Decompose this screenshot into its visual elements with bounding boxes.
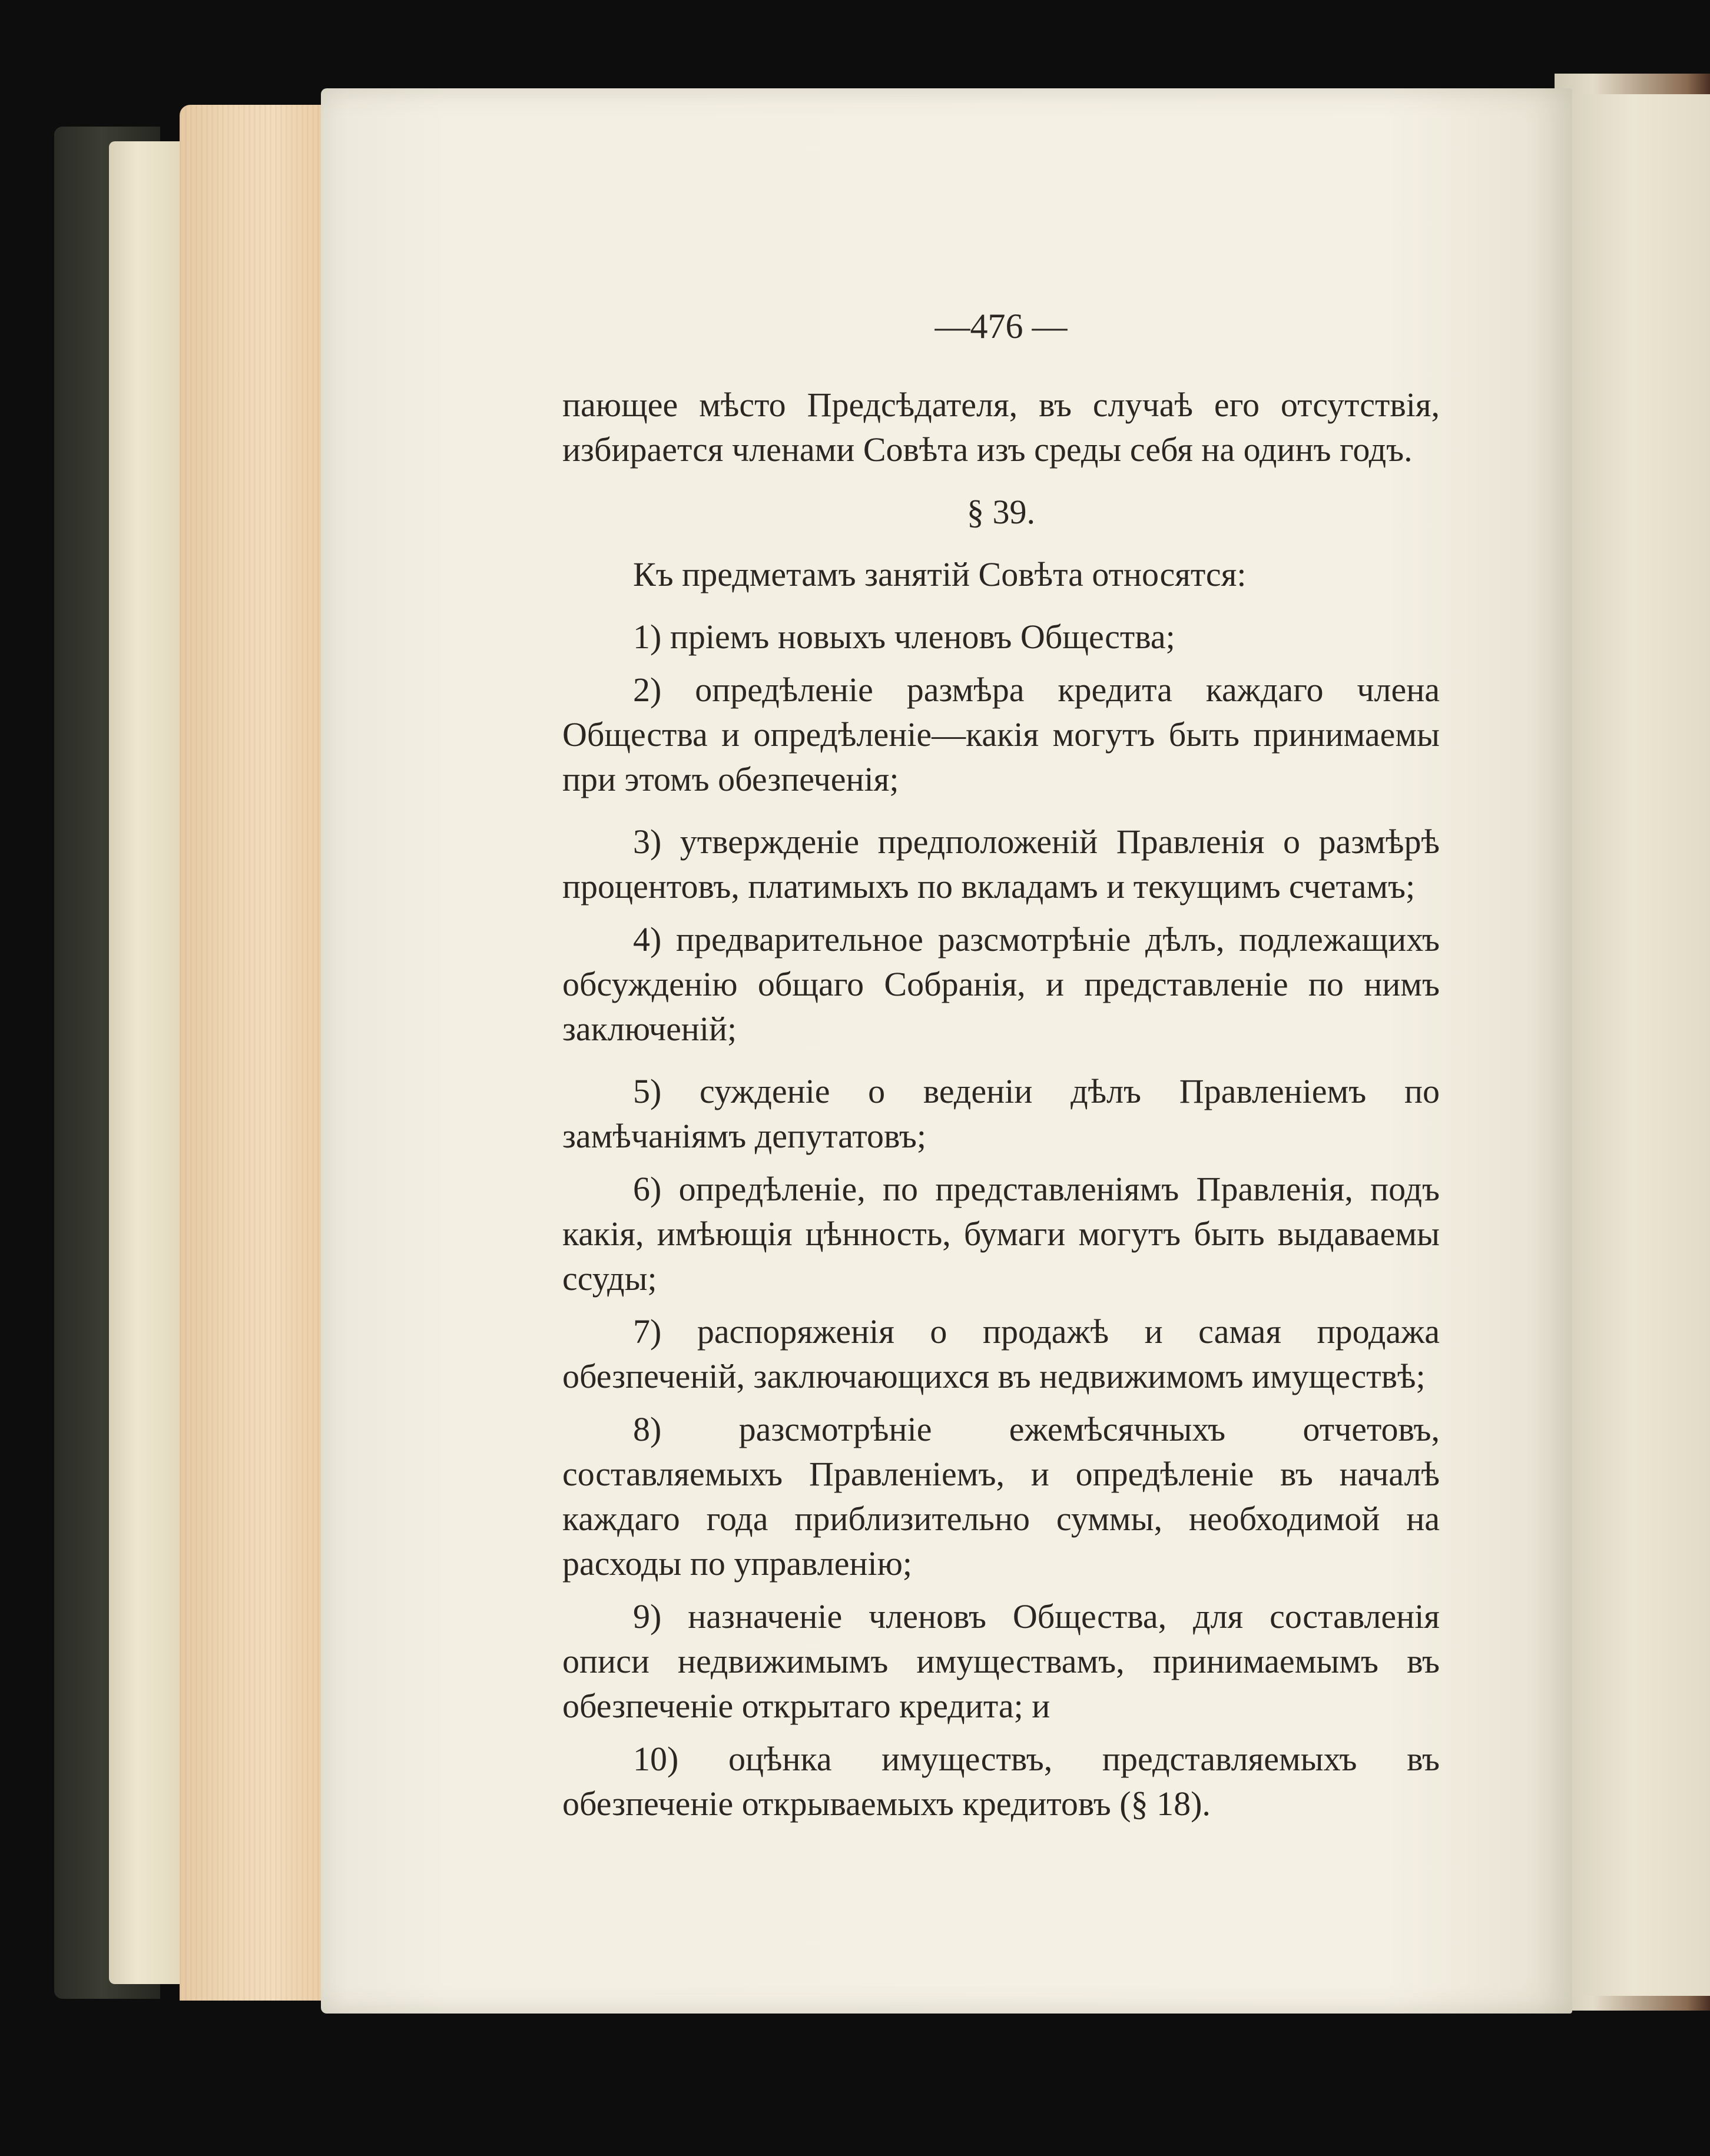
page-edges (180, 105, 336, 2001)
facing-page (1571, 94, 1710, 1996)
list-item: 6) опредѣленіе, по представленіямъ Правленія, подъ какія, имѣющія цѣнность, бумаги могутъ быть выдаваемы ссуды; (562, 1170, 1440, 1298)
section-heading: § 39. (967, 493, 1035, 531)
list-item: 10) оцѣнка имуществъ, представляемыхъ въ обезпеченіе открываемыхъ кредитовъ (§ 18). (562, 1740, 1440, 1823)
list-item: 8) разсмотрѣніе ежемѣсячныхъ отчетовъ, составляемыхъ Правленіемъ, и опредѣленіе въ началѣ каждаго года приблизительно суммы, необходимой на расходы по управленію; (562, 1410, 1440, 1583)
paragraph-continuation: пающее мѣсто Предсѣдателя, въ случаѣ его отсутствія, избирается членами Совѣта изъ среды себя на одинъ годъ. (562, 386, 1440, 469)
page-stack (109, 141, 180, 1984)
list-item: 4) предварительное разсмотрѣніе дѣлъ, подлежащихъ обсужденію общаго Собранія, и представленіе по нимъ заключеній; (562, 920, 1440, 1048)
list-item: 2) опредѣленіе размѣра кредита каждаго члена Общества и опредѣленіе—какія могутъ быть принимаемы при этомъ обезпеченія; (562, 671, 1440, 798)
page-text (562, 383, 1440, 1826)
list-item: 9) назначеніе членовъ Общества, для составленія описи недвижимымъ имуществамъ, принимаемымъ въ обезпеченіе открытаго кредита; и (562, 1597, 1440, 1725)
list-item: 1) пріемъ новыхъ членовъ Общества; (633, 618, 1175, 656)
list-item: 7) распоряженія о продажѣ и самая продажа обезпеченій, заключающихся въ недвижимомъ имуществѣ; (562, 1312, 1440, 1395)
page-number: —476 — (934, 307, 1068, 346)
list-item: 3) утвержденіе предположеній Правленія о размѣрѣ процентовъ, платимыхъ по вкладамъ и текущимъ счетамъ; (562, 822, 1440, 905)
list-item: 5) сужденіе о веденіи дѣлъ Правленіемъ по замѣчаніямъ депутатовъ; (562, 1072, 1440, 1155)
section-intro: Къ предметамъ занятій Совѣта относятся: (633, 555, 1247, 593)
